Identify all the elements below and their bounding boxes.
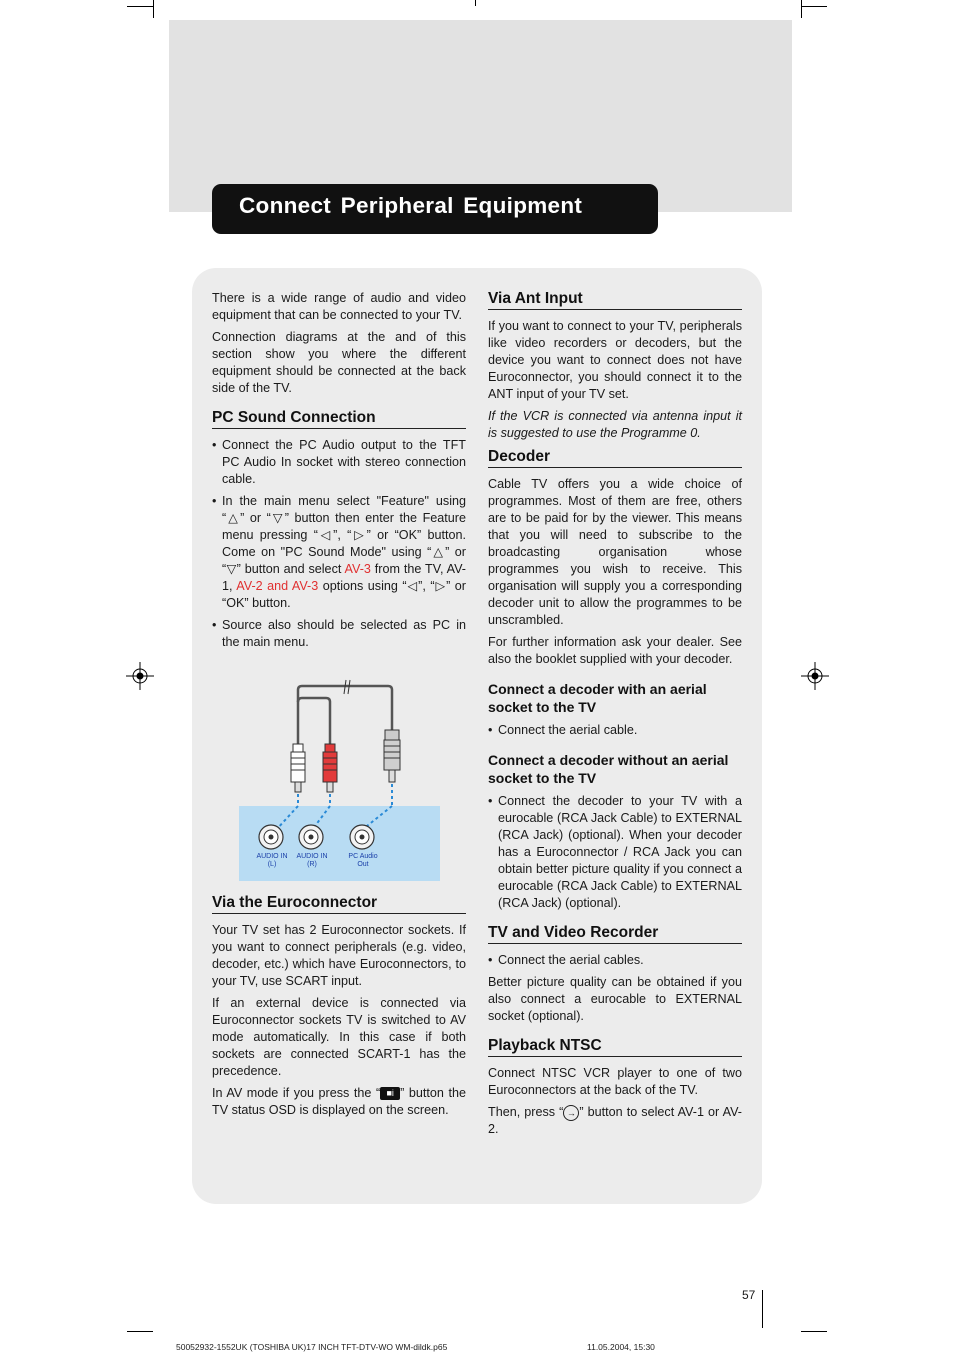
decoder-without-aerial-heading: Connect a decoder without an aerial socket to the TV xyxy=(488,752,729,786)
page-number-rule xyxy=(762,1290,763,1328)
pc-sound-bullet-2-text-c: options using “◁”, “▷” or “OK” button. xyxy=(222,579,466,610)
intro-paragraph: There is a wide range of audio and video equipment that can be connected to your TV. xyxy=(212,291,466,322)
tv-vcr-heading: TV and Video Recorder xyxy=(488,924,742,944)
decoder-with-aerial-heading: Connect a decoder with an aerial socket to the TV xyxy=(488,681,707,715)
ntsc-paragraph-1: Connect NTSC VCR player to one of two Euroconnectors at the back of the TV. xyxy=(488,1066,742,1097)
tv-vcr-bullet: • Connect the aerial cables. xyxy=(488,952,742,969)
pc-audio-out-label xyxy=(341,853,385,869)
crop-mark xyxy=(801,6,827,7)
ntsc-paragraph-2-text-b: ” button to select AV-1 or AV-2. xyxy=(488,1105,742,1136)
pc-sound-bullet-1: • Connect the PC Audio output to the TFT PC Audio In socket with stereo connection cable. xyxy=(212,437,466,488)
crop-mark xyxy=(153,0,154,18)
av3-highlight: AV-3 xyxy=(344,562,371,576)
right-column xyxy=(488,290,742,1143)
audio-in-l-label xyxy=(250,853,294,869)
info-button-icon: ■i xyxy=(380,1087,400,1100)
ntsc-heading: Playback NTSC xyxy=(488,1037,742,1057)
registration-mark-left xyxy=(126,662,154,690)
pc-audio-out-label-line2: Out xyxy=(357,861,369,868)
ant-paragraph-2: If the VCR is connected via antenna input it is suggested to use the Programme 0. xyxy=(488,409,742,440)
euro-heading: Via the Euroconnector xyxy=(212,894,466,914)
euro-paragraph-3 xyxy=(212,1085,466,1119)
audio-connection-diagram xyxy=(238,678,440,883)
footer-date: 11.05.2004, 15:30 xyxy=(587,1342,655,1352)
pc-audio-out-label-line1: PC Audio xyxy=(348,853,378,860)
pc-sound-heading: PC Sound Connection xyxy=(212,409,466,429)
crop-mark xyxy=(127,6,153,7)
page-number: 57 xyxy=(742,1288,756,1302)
ant-heading: Via Ant Input xyxy=(488,290,742,310)
ntsc-paragraph-2-text-a: Then, press “ xyxy=(488,1105,564,1119)
audio-in-l-label-line1: AUDIO IN xyxy=(256,853,288,860)
pc-sound-bullet-3: • Source also should be selected as PC in the main menu. xyxy=(212,617,466,651)
euro-section xyxy=(212,894,466,1124)
left-column xyxy=(212,290,466,656)
footer-file: 50052932-1552UK (TOSHIBA UK)17 INCH TFT-DTV-WO WM-dildk.p65 xyxy=(176,1342,448,1352)
av2-av3-highlight: AV-2 and AV-3 xyxy=(236,579,319,593)
ant-paragraph-1: If you want to connect to your TV, peripherals like video recorders or decoders, but the device you want to connect does not have Euroconnector, you should connect it to the ANT input of your TV set. xyxy=(488,319,742,401)
crop-mark xyxy=(475,0,476,6)
pc-sound-bullet-2-text: In the main menu select "Feature" using “△” or “▽” button then enter the Feature menu pressing “◁”, “▷” or “OK” button. Come on "PC Sound Mode" using “△” or “▽” button and select xyxy=(222,494,466,576)
pc-sound-bullet-2 xyxy=(212,493,466,612)
decoder-paragraph-1: Cable TV offers you a wide choice of programmes. Most of them are free, others are to be paid for by the viewer. This means that you will need to subscribe to the broadcasting organisation whose programmes you wish to receive. This organisation will supply you a corresponding decoder unit to allow the programmes to be unscrambled. xyxy=(488,477,742,627)
page-title: Connect Peripheral Equipment xyxy=(239,193,583,218)
decoder-paragraph-2: For further information ask your dealer. See also the booklet supplied with your decoder. xyxy=(488,635,742,666)
euro-paragraph-1: Your TV set has 2 Euroconnector sockets. If you want to connect peripherals (e.g. video, decoder, etc.) which have Euroconnectors, to your TV, use SCART input. xyxy=(212,923,466,988)
title-bar xyxy=(212,184,658,234)
crop-mark xyxy=(127,1331,153,1332)
tv-vcr-paragraph: Better picture quality can be obtained if you also connect a eurocable to EXTERNAL socket (optional). xyxy=(488,975,742,1023)
euro-paragraph-3-text-b: ” button the TV status OSD is displayed on the screen. xyxy=(212,1086,466,1117)
decoder-heading: Decoder xyxy=(488,448,742,468)
crop-mark xyxy=(801,1331,827,1332)
audio-in-r-label-line1: AUDIO IN xyxy=(296,853,328,860)
pc-sound-bullet-2-text-b: from the TV, AV-1, xyxy=(222,562,466,593)
decoder-with-aerial-bullet: • Connect the aerial cable. xyxy=(488,722,742,739)
registration-mark-right xyxy=(801,662,829,690)
crop-mark xyxy=(801,0,802,18)
euro-paragraph-3-text-a: In AV mode if you press the “ xyxy=(212,1086,381,1100)
intro-paragraph-2: Connection diagrams at the and of this section show you where the different equipment should be connected at the back side of the TV. xyxy=(212,330,466,395)
decoder-without-aerial-bullet: • Connect the decoder to your TV with a eurocable (RCA Jack Cable) to EXTERNAL (RCA Jack) (optional). When your decoder has a Euroconnector / RCA Jack you can obtain better picture quality if you connect a eurocable (RCA Jack Cable) to EXTERNAL (RCA Jack) (optional). xyxy=(488,793,742,912)
euro-paragraph-2: If an external device is connected via Euroconnector sockets TV is switched to AV mode automatically. In this case if both sockets are connected SCART-1 has the precedence. xyxy=(212,996,466,1078)
ntsc-paragraph-2 xyxy=(488,1104,742,1138)
audio-in-r-label-line2: (R) xyxy=(307,861,317,868)
audio-in-r-label xyxy=(290,853,334,869)
av-source-icon: → xyxy=(563,1105,579,1121)
audio-in-l-label-line2: (L) xyxy=(267,861,277,868)
